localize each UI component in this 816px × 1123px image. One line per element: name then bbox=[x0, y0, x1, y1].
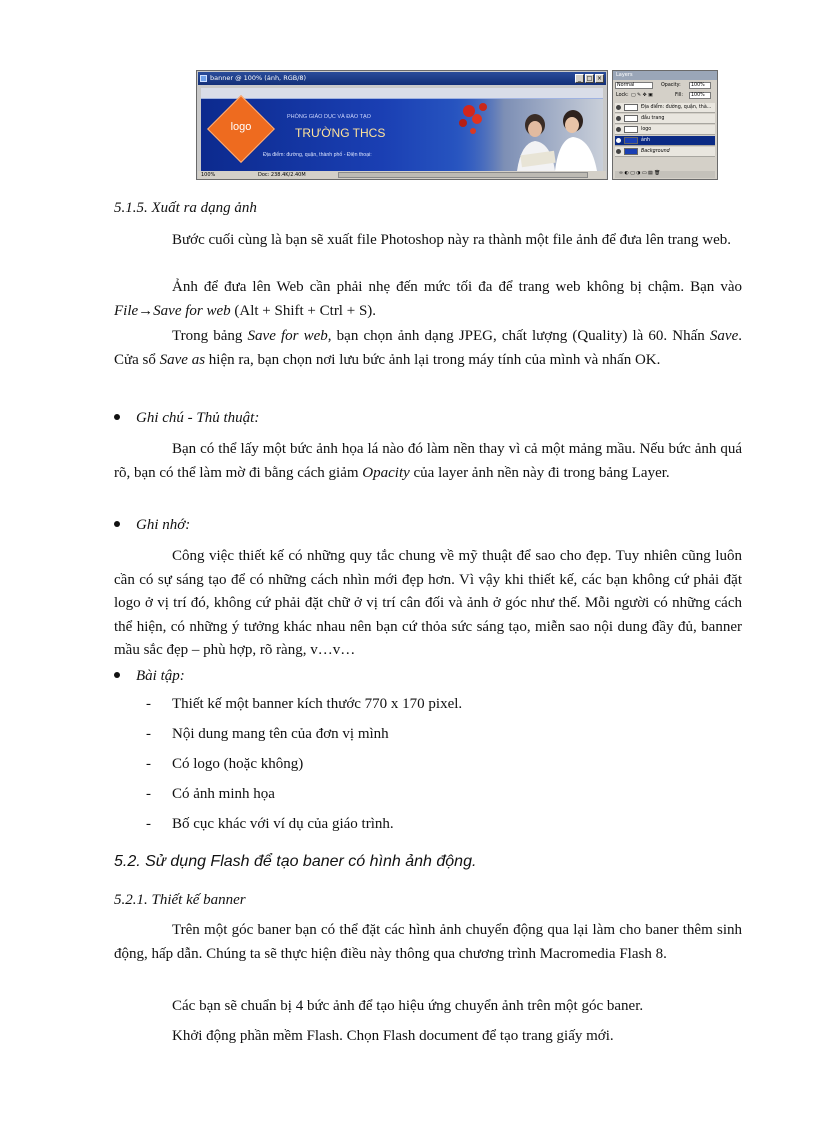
maximize-icon[interactable]: □ bbox=[586, 75, 593, 82]
banner-department-text: PHÒNG GIÁO DỤC VÀ ĐÀO TẠO bbox=[287, 114, 371, 120]
paragraph-text: Khởi động phần mềm Flash. Chọn Flash document để tạo trang giấy mới. bbox=[172, 1028, 614, 1044]
layer-row-logo[interactable] bbox=[615, 125, 715, 135]
banner-canvas[interactable] bbox=[201, 88, 603, 171]
banner-top-band bbox=[201, 88, 603, 98]
dash-icon: - bbox=[146, 726, 151, 742]
opacity-input[interactable]: 100% bbox=[689, 82, 711, 89]
layer-thumbnail bbox=[624, 115, 638, 122]
window-title-bar[interactable] bbox=[198, 72, 606, 85]
bullet-title: Ghi nhớ: bbox=[136, 517, 191, 533]
minimize-icon[interactable]: _ bbox=[575, 74, 584, 83]
paragraph-save-for-web bbox=[114, 276, 742, 323]
section-heading-5-2: 5.2. Sử dụng Flash để tạo baner có hình ảnh động. bbox=[114, 853, 477, 870]
paragraph-export-intro bbox=[114, 229, 742, 253]
fill-label: Fill: bbox=[675, 93, 684, 98]
section-heading-5-1-5: 5.1.5. Xuất ra dạng ảnh bbox=[114, 200, 257, 216]
layer-row-image[interactable] bbox=[615, 136, 715, 146]
exercise-item bbox=[146, 816, 394, 833]
exercise-item-text: Thiết kế một banner kích thước 770 x 170 pixel. bbox=[172, 696, 463, 712]
layer-name: logo bbox=[641, 127, 652, 132]
banner-students-photo bbox=[451, 99, 603, 171]
layer-name: Background bbox=[641, 149, 670, 154]
dash-icon: - bbox=[146, 696, 151, 712]
bullet-icon bbox=[114, 521, 120, 527]
doc-info-readout: Doc: 238.4K/2.40M bbox=[258, 172, 306, 178]
window-title: banner @ 100% (ảnh, RGB/8) bbox=[210, 74, 307, 82]
layer-thumbnail bbox=[624, 148, 638, 155]
fill-input[interactable]: 100% bbox=[689, 92, 711, 99]
paragraph-text: Các bạn sẽ chuẩn bị 4 bức ảnh để tạo hiệu ứng chuyển ảnh trên một góc baner. bbox=[172, 998, 644, 1014]
paragraph-start-flash bbox=[114, 1025, 742, 1049]
eye-icon[interactable] bbox=[616, 105, 621, 110]
paragraph-remember bbox=[114, 545, 742, 663]
bullet-icon bbox=[114, 414, 120, 420]
exercise-item-text: Có logo (hoặc không) bbox=[172, 756, 304, 772]
eye-icon[interactable] bbox=[616, 149, 621, 154]
paragraph-text: , bạn chọn ảnh dạng JPEG, chất lượng (Quality) là 60. Nhấn bbox=[327, 328, 710, 344]
eye-icon[interactable] bbox=[616, 116, 621, 121]
bullet-title: Bài tập: bbox=[136, 668, 185, 684]
exercise-item bbox=[146, 726, 389, 743]
paragraph-text: Bạn có thể lấy một bức ảnh họa lá nào đó làm nền thay vì cả một mảng mầu. Nếu bức ảnh quá rõ, bạn có thể làm mờ đi bằng cách giảm bbox=[114, 441, 742, 481]
section-heading-5-2-1: 5.2.1. Thiết kế banner bbox=[114, 892, 246, 908]
exercise-item bbox=[146, 696, 462, 713]
layer-row-header[interactable] bbox=[615, 114, 715, 124]
layer-name: Địa điểm: đường, quận, thà... bbox=[641, 105, 712, 110]
exercise-item-text: Có ảnh minh họa bbox=[172, 786, 275, 802]
horizontal-scrollbar[interactable] bbox=[338, 172, 588, 178]
dash-icon: - bbox=[146, 786, 151, 802]
close-icon[interactable]: × bbox=[596, 75, 603, 82]
paragraph-prepare-images bbox=[114, 995, 742, 1019]
photoshop-screenshot bbox=[196, 70, 720, 180]
layers-panel-toolbar[interactable] bbox=[615, 171, 715, 178]
exercise-item bbox=[146, 756, 303, 773]
banner-logo-text: logo bbox=[230, 121, 252, 133]
bullet-remember bbox=[114, 517, 190, 534]
paragraph-text: của layer ảnh nền này đi trong bảng Layer. bbox=[409, 464, 670, 481]
layer-tool-icons[interactable]: ∞ ◐ ▢ ◑ ▭ ▤ 🗑 bbox=[619, 171, 661, 176]
paragraph-text: hiện ra, bạn chọn nơi lưu bức ảnh lại trong máy tính của mình và nhấn OK. bbox=[205, 351, 661, 368]
exercise-item-text: Nội dung mang tên của đơn vị mình bbox=[172, 726, 389, 742]
photoshop-app-icon bbox=[200, 75, 207, 82]
save-as-term: Save as bbox=[159, 351, 206, 368]
save-term: Save bbox=[709, 328, 739, 344]
dash-icon: - bbox=[146, 756, 151, 772]
layers-tab[interactable]: Layers bbox=[616, 72, 633, 78]
lock-options-icon[interactable]: ▢ ✎ ✥ ▣ bbox=[631, 93, 653, 98]
paragraph-text: Ảnh để đưa lên Web cần phải nhẹ đến mức tối đa để trang web không bị chậm. Bạn vào bbox=[172, 279, 742, 295]
layer-name: đầu trang bbox=[641, 116, 665, 121]
paragraph-text: Trong bảng bbox=[172, 328, 248, 344]
layer-row-background[interactable] bbox=[615, 147, 715, 157]
bullet-exercise bbox=[114, 668, 185, 685]
dialog-name: Save for web bbox=[247, 328, 328, 344]
dash-icon: - bbox=[146, 816, 151, 832]
layer-thumbnail bbox=[624, 126, 638, 133]
layer-name: ảnh bbox=[641, 138, 651, 143]
paragraph-note-tips bbox=[114, 438, 742, 485]
bullet-title: Ghi chú - Thủ thuật: bbox=[136, 410, 260, 426]
status-bar bbox=[198, 171, 606, 179]
blend-mode-select[interactable]: Normal bbox=[615, 82, 653, 89]
exercise-item-text: Bố cục khác với ví dụ của giáo trình. bbox=[172, 816, 394, 832]
paragraph-flash-intro bbox=[114, 919, 742, 966]
menu-path: File→Save for web bbox=[114, 302, 231, 319]
layers-panel bbox=[612, 70, 718, 180]
layers-panel-header[interactable] bbox=[613, 71, 717, 80]
paragraph-text: Trên một góc baner bạn có thể đặt các hình ảnh chuyển động qua lại làm cho baner thêm sinh động, hấp dẫn. Chúng ta sẽ thực hiện điều này thông qua chương trình Macromedia Flash 8. bbox=[114, 922, 742, 962]
zoom-readout: 100% bbox=[201, 172, 216, 178]
photoshop-document-window bbox=[196, 70, 608, 180]
banner-address-text: Địa điểm: đường, quận, thành phố - Điện thoại: bbox=[263, 152, 372, 158]
eye-icon[interactable] bbox=[616, 127, 621, 132]
layer-thumbnail bbox=[624, 137, 638, 144]
exercise-item bbox=[146, 786, 275, 803]
paragraph-jpeg-settings bbox=[114, 325, 742, 372]
lock-label: Lock: bbox=[616, 93, 629, 98]
paragraph-text: . Cửa sổ bbox=[114, 328, 742, 368]
eye-icon[interactable] bbox=[616, 138, 621, 143]
bullet-icon bbox=[114, 672, 120, 678]
bullet-note-tips bbox=[114, 410, 259, 427]
opacity-label: Opacity: bbox=[661, 83, 681, 88]
paragraph-text: Công việc thiết kế có những quy tắc chung về mỹ thuật để sao cho đẹp. Tuy nhiên cũng luôn cần có sự sáng tạo để có những cách nhìn mới đẹp hơn. Vì vậy khi thiết kế, các bạn không cứ phải đặt logo ở vị trí đó, không cứ phải đặt chữ ở vị trí cân đối và ảnh ở góc như thế. Mỗi người có những cách thể hiện, có những ý tưởng khác nhau nên bạn cứ thỏa sức sáng tạo, miễn sao nội dung đầy đủ, banner mầu sắc đẹp – phù hợp, rõ ràng, v…v… bbox=[114, 548, 742, 658]
paragraph-text: Bước cuối cùng là bạn sẽ xuất file Photoshop này ra thành một file ảnh để đưa lên trang web. bbox=[172, 232, 732, 248]
shortcut-text: (Alt + Shift + Ctrl + S). bbox=[230, 302, 377, 319]
layer-row-address[interactable] bbox=[615, 103, 715, 113]
banner-school-name: TRƯỜNG THCS bbox=[295, 126, 386, 140]
text-layer-thumbnail bbox=[624, 104, 638, 111]
opacity-term: Opacity bbox=[362, 464, 410, 481]
